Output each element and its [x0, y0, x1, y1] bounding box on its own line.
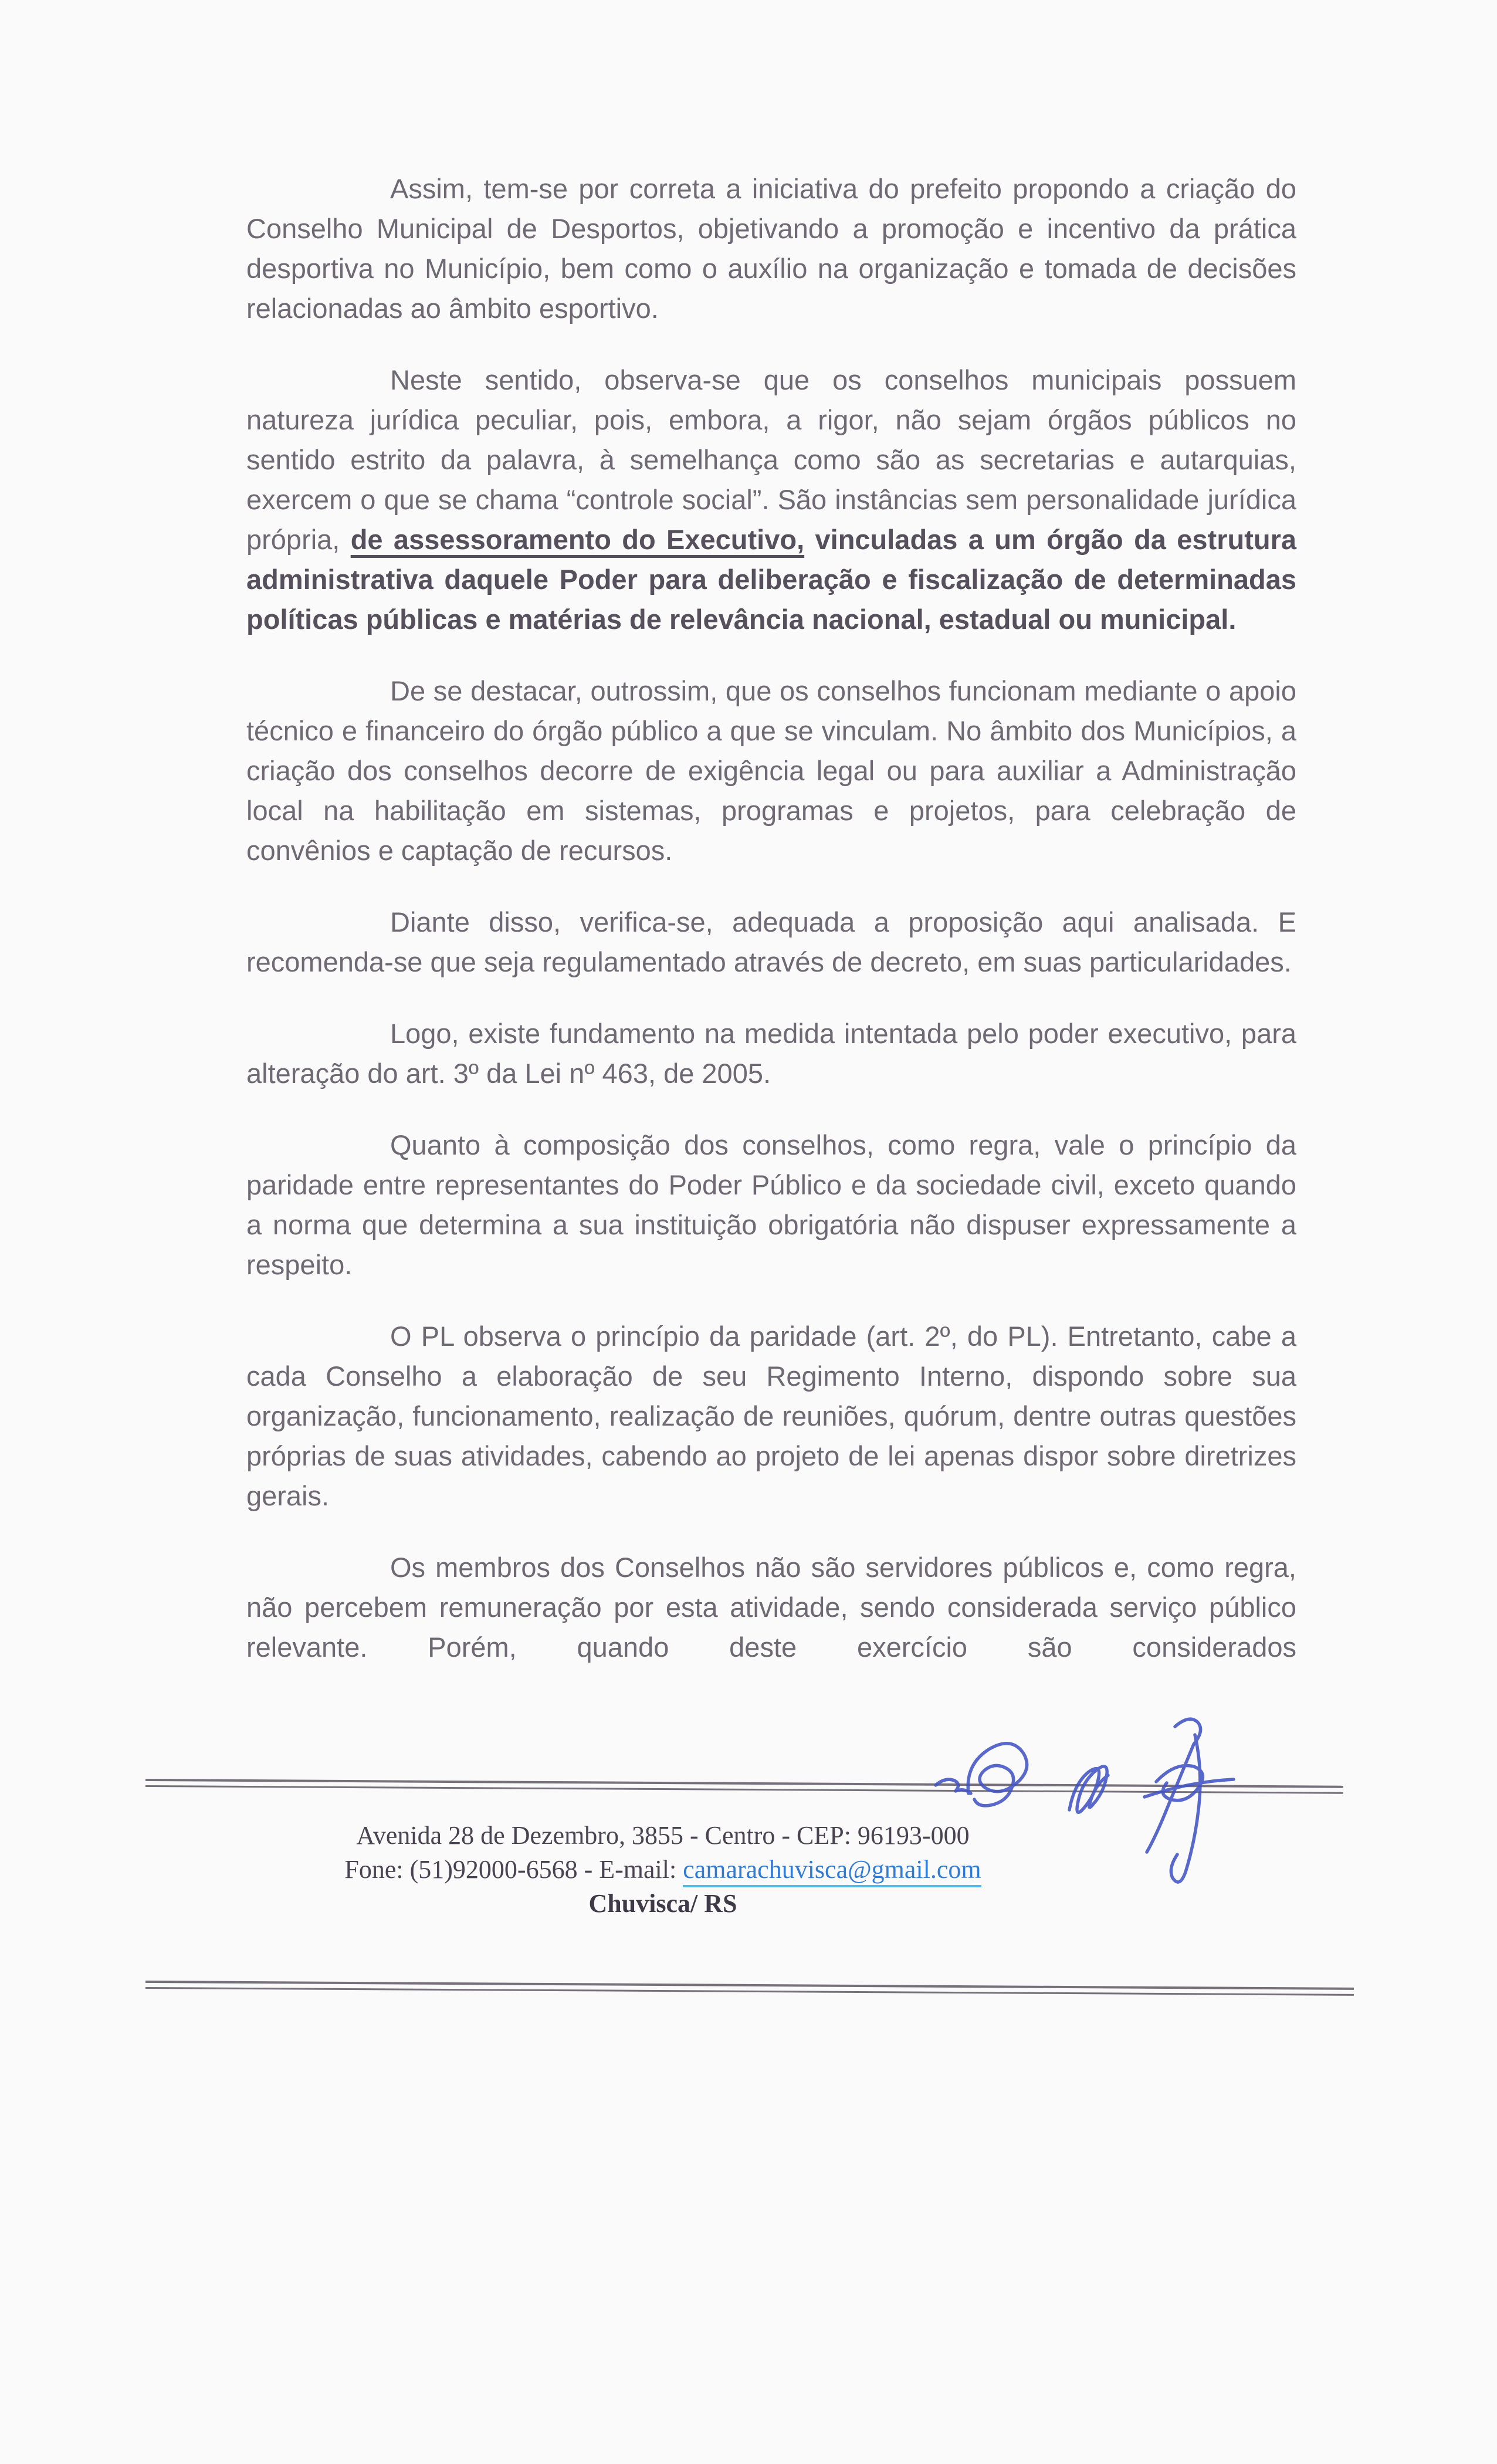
signature-stroke-left: [936, 1744, 1027, 1806]
footer-contact-line: [147, 1853, 1179, 1887]
footer-city: Chuvisca/ RS: [588, 1889, 737, 1918]
paragraph-5: Logo, existe fundamento na medida intentada pelo poder executivo, para alteração do art. 3º da Lei nº 463, de 2005.: [246, 1018, 1296, 1089]
page-bottom-separator-rule: [145, 1981, 1354, 1996]
paragraph-2-bold-underlined-phrase: de assessoramento do Executivo,: [350, 524, 805, 555]
document-body: [246, 169, 1296, 1699]
paragraph-1: Assim, tem-se por correta a iniciativa do prefeito propondo a criação do Conselho Municipal de Desportos, objetivando a promoção e incentivo da prática desportiva no Município, bem como o auxílio na organização e tomada de decisões relacionadas ao âmbito esportivo.: [246, 173, 1296, 324]
paragraph-2-bold-text: vinculadas a um órgão da estrutura administrativa daquele Poder para deliberação e fiscalização de determinadas políticas públicas e matérias de relevância nacional, estadual ou municipal.: [246, 524, 1296, 635]
paragraph-3: De se destacar, outrossim, que os conselhos funcionam mediante o apoio técnico e financeiro do órgão público a que se vinculam. No âmbito dos Municípios, a criação dos conselhos decorre de exigência legal ou para auxiliar a Administração local na habilitação em sistemas, programas e projetos, para celebração de convênios e captação de recursos.: [246, 675, 1296, 866]
footer: [147, 1819, 1179, 1921]
paragraph-4: Diante disso, verifica-se, adequada a proposição aqui analisada. E recomenda-se que seja regulamentado através de decreto, em suas particularidades.: [246, 906, 1296, 977]
footer-phone: Fone: (51)92000-6568 - E-mail:: [344, 1855, 683, 1884]
paragraph-2-normal-text: Neste sentido, observa-se que os conselhos municipais possuem natureza jurídica peculiar, pois, embora, a rigor, não sejam órgãos públicos no sentido estrito da palavra, à semelhança como são as secretarias e autarquias, exercem o que se chama “controle social”. São instâncias sem personalidade jurídica própria,: [246, 364, 1296, 555]
footer-address: Avenida 28 de Dezembro, 3855 - Centro - CEP: 96193-000: [356, 1821, 970, 1850]
paragraph-6: Quanto à composição dos conselhos, como regra, vale o princípio da paridade entre representantes do Poder Público e da sociedade civil, exceto quando a norma que determina a sua instituição obrigatória não dispuser expressamente a respeito.: [246, 1129, 1296, 1280]
paragraph-8: Os membros dos Conselhos não são servidores públicos e, como regra, não percebem remuneração por esta atividade, sendo considerada serviço público relevante. Porém, quando deste exercício são considerados: [246, 1552, 1296, 1663]
paragraph-7: O PL observa o princípio da paridade (art. 2º, do PL). Entretanto, cabe a cada Conselho a elaboração de seu Regimento Interno, dispondo sobre sua organização, funcionamento, realização de reuniões, quórum, dentre outras questões próprias de suas atividades, cabendo ao projeto de lei apenas dispor sobre diretrizes gerais.: [246, 1321, 1296, 1511]
signature-stroke-middle: [1069, 1766, 1108, 1812]
paragraph-2: [246, 360, 1296, 639]
footer-email-link[interactable]: camarachuvisca@gmail.com: [683, 1855, 981, 1887]
